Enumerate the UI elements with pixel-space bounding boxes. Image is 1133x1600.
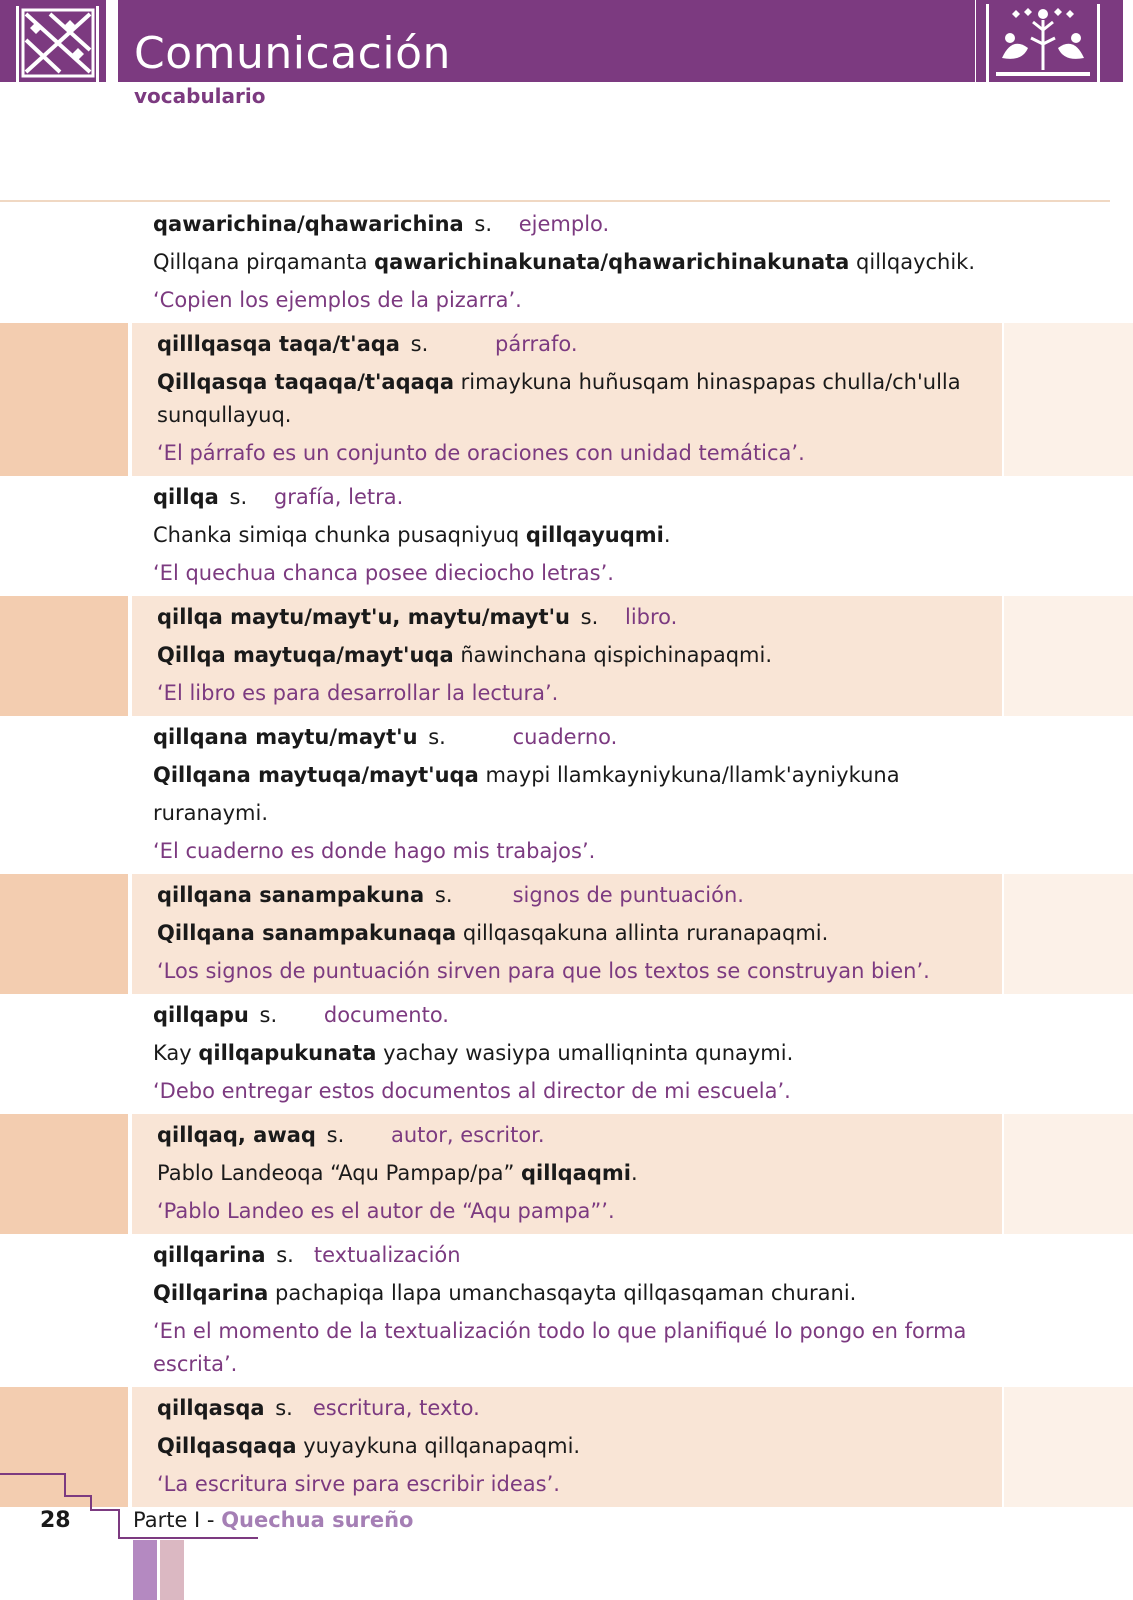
meaning: autor, escritor. <box>390 1123 545 1147</box>
example-sentence: Qillqana pirqamanta qawarichinakunata/qhawarichinakunata qillqaychik. <box>153 250 976 274</box>
example-sentence: Pablo Landeoqa “Aqu Pampap/pa” qillqaqmi. <box>157 1161 638 1185</box>
page-number: 28 <box>40 1508 71 1533</box>
example-sentence: Qillqana maytuqa/mayt'uqa maypi llamkayniykuna/llamk'ayniykuna ruranaymi. <box>153 763 900 825</box>
meaning: libro. <box>624 605 678 629</box>
example-sentence: Qillqa maytuqa/mayt'uqa ñawinchana qispichinapaqmi. <box>157 643 773 667</box>
meaning: textualización <box>313 1243 461 1267</box>
part-of-speech: s. <box>229 485 248 509</box>
translation: ‘El quechua chanca posee dieciocho letras’. <box>153 561 614 585</box>
headword: qillqana maytu/mayt'u <box>153 725 418 749</box>
page-subtitle: vocabulario <box>134 84 266 108</box>
meaning: escritura, texto. <box>312 1396 480 1420</box>
footer-bar <box>160 1540 184 1600</box>
birds-tree-emblem-icon <box>972 0 1133 82</box>
meaning: grafía, letra. <box>273 485 404 509</box>
divider <box>0 200 1110 202</box>
headword: qilllqasqa taqa/t'aqa <box>157 332 400 356</box>
vocabulary-entry <box>0 1114 1133 1234</box>
meaning: cuaderno. <box>512 725 618 749</box>
vocabulary-entry <box>0 716 1133 874</box>
part-of-speech: s. <box>326 1123 345 1147</box>
example-sentence: Qillqana sanampakunaqa qillqasqakuna allinta ruranapaqmi. <box>157 921 829 945</box>
geometric-pattern-icon <box>0 0 106 82</box>
headword: qillqapu <box>153 1003 249 1027</box>
translation: ‘La escritura sirve para escribir ideas’. <box>157 1472 560 1496</box>
vocabulary-entry <box>0 1234 1133 1387</box>
translation: ‘Los signos de puntuación sirven para que los textos se construyan bien’. <box>157 959 930 983</box>
part-of-speech: s. <box>275 1396 293 1420</box>
footer-bar <box>133 1540 157 1600</box>
headword: qillqa maytu/mayt'u, maytu/mayt'u <box>157 605 570 629</box>
vocabulary-entry <box>0 1387 1133 1507</box>
headword: qillqa <box>153 485 219 509</box>
headword: qawarichina/qhawarichina <box>153 212 464 236</box>
vocabulary-entry <box>0 476 1133 596</box>
example-sentence: Qillqasqaqa yuyaykuna qillqanapaqmi. <box>157 1434 581 1458</box>
part-of-speech: s. <box>276 1243 294 1267</box>
example-sentence: Qillqarina pachapiqa llapa umanchasqayta qillqasqaman churani. <box>153 1281 857 1305</box>
vocabulary-entry <box>0 323 1133 476</box>
part-of-speech: s. <box>580 605 599 629</box>
vocabulary-entry <box>0 874 1133 994</box>
part-of-speech: s. <box>474 212 493 236</box>
headword: qillqasqa <box>157 1396 265 1420</box>
part-of-speech: s. <box>428 725 446 749</box>
vocabulary-list <box>0 203 1133 1507</box>
footer-section <box>133 1508 414 1532</box>
example-sentence: Chanka simiqa chunka pusaqniyuq qillqayuqmi. <box>153 523 671 547</box>
translation: ‘Copien los ejemplos de la pizarra’. <box>153 288 522 312</box>
translation: ‘El libro es para desarrollar la lectura’. <box>157 681 559 705</box>
translation: ‘En el momento de la textualización todo lo que planifiqué lo pongo en forma escrita’. <box>153 1319 967 1376</box>
translation: ‘Debo entregar estos documentos al director de mi escuela’. <box>153 1079 791 1103</box>
part-of-speech: s. <box>410 332 429 356</box>
example-sentence: Qillqasqa taqaqa/t'aqaqa rimaykuna huñusqam hinaspapas chulla/ch'ulla sunqullayuq. <box>157 370 961 427</box>
meaning: párrafo. <box>495 332 578 356</box>
example-sentence: Kay qillqapukunata yachay wasiypa umalliqninta qunaymi. <box>153 1041 794 1065</box>
part-label: Parte I - <box>133 1508 222 1532</box>
headword: qillqarina <box>153 1243 266 1267</box>
headword: qillqana sanampakuna <box>157 883 425 907</box>
translation: ‘El párrafo es un conjunto de oraciones con unidad temática’. <box>157 441 805 465</box>
vocabulary-entry <box>0 596 1133 716</box>
meaning: documento. <box>323 1003 449 1027</box>
translation: ‘El cuaderno es donde hago mis trabajos’. <box>153 839 596 863</box>
vocabulary-entry <box>0 994 1133 1114</box>
part-of-speech: s. <box>434 883 453 907</box>
meaning: signos de puntuación. <box>512 883 744 907</box>
headword: qillqaq, awaq <box>157 1123 316 1147</box>
page-title: Comunicación <box>134 28 451 79</box>
vocabulary-entry <box>0 203 1133 323</box>
meaning: ejemplo. <box>518 212 610 236</box>
part-of-speech: s. <box>259 1003 278 1027</box>
part-name: Quechua sureño <box>221 1508 414 1532</box>
translation: ‘Pablo Landeo es el autor de “Aqu pampa”’. <box>157 1199 615 1223</box>
